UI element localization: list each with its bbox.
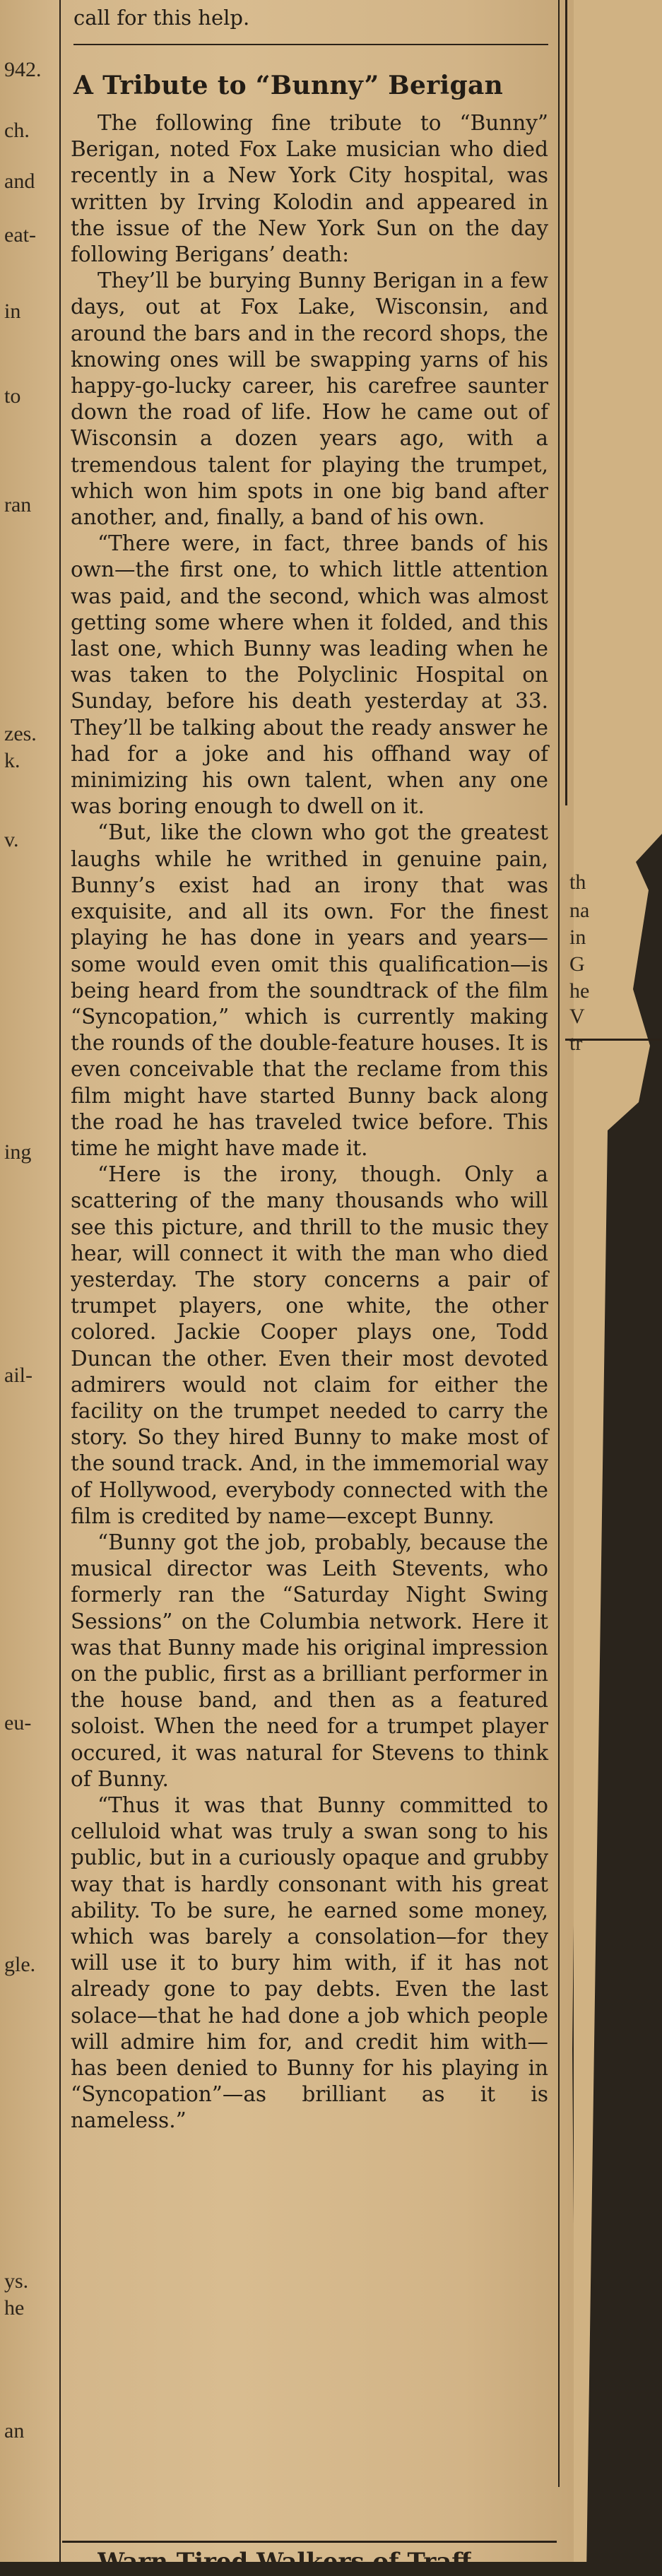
article-headline: A Tribute to “Bunny” Berigan bbox=[73, 71, 504, 100]
torn-edge bbox=[0, 2562, 662, 2575]
column-rule-right bbox=[558, 0, 560, 2487]
right-column-fragment: he bbox=[569, 979, 590, 1003]
right-column-fragment: na bbox=[569, 899, 590, 922]
left-column-fragment: eu- bbox=[4, 1711, 32, 1735]
left-column-fragment: in bbox=[4, 300, 21, 323]
left-column-fragment: ys. bbox=[4, 2269, 29, 2293]
adjacent-column-paper bbox=[565, 0, 662, 2575]
left-column-fragment: he bbox=[4, 2296, 25, 2320]
article-end-rule bbox=[62, 2541, 557, 2543]
left-column-fragment: ran bbox=[4, 493, 32, 516]
left-column-fragment: ing bbox=[4, 1140, 32, 1164]
left-column-fragment: v. bbox=[4, 828, 19, 851]
left-column-fragment: zes. bbox=[4, 722, 37, 745]
left-column-fragment: ch. bbox=[4, 119, 30, 142]
article-paragraph: “Here is the irony, though. Only a scattering of the many thousands who will see this picture, and thrill to the music they hear, will connect it with the man who died yesterday. The story concerns a pair of trumpet players, one white, the other colored. Jackie Cooper plays one, Todd Duncan the other. Even their most devoted admirers would not claim for either the facility on the trumpet needed to carry the story. So they hired Bunny to make most of the sound track. And, in the immemorial way of Hollywood, everybody connected with the film is credited by name—except Bunny. bbox=[71, 1162, 548, 1528]
right-column-fragment: in bbox=[569, 926, 586, 949]
left-column-fragment: and bbox=[4, 170, 35, 193]
right-column-fragment: th bbox=[569, 870, 586, 894]
right-column-fragment: tr bbox=[569, 1032, 583, 1055]
column-rule-left bbox=[59, 0, 61, 2575]
article-paragraph: “There were, in fact, three bands of his own—the first one, to which little attention was paid, and the second, which was almost getting some where when it folded, and this last one, which Bunny was leading when he was taken to the Polyclinic Hospital on Sunday, before his death yesterday at 33. They’ll be talking about the ready answer he had for a joke and his offhand way of minimizing his own talent, when any one was boring enough to dwell on it. bbox=[71, 531, 548, 819]
article-paragraph: They’ll be burying Bunny Berigan in a few days, out at Fox Lake, Wisconsin, and around the bars and in the record shops, the knowing ones will be swapping yarns of his happy-go-lucky career, his carefree saunter down the road of life. How he came out of Wisconsin a dozen years ago, with a tremendous talent for playing the trumpet, which won him spots in one big band after another, and, finally, a band of his own. bbox=[71, 268, 548, 530]
right-column-fragment: V bbox=[569, 1005, 585, 1028]
article-paragraph: The following fine tribute to “Bunny” Berigan, noted Fox Lake musician who died recently in a New York City hospital, was written by Irving Kolodin and appeared in the issue of the New York Sun on the day following Berigans’ death: bbox=[71, 111, 548, 267]
left-column-fragment: k. bbox=[4, 749, 20, 772]
article-paragraph: “But, like the clown who got the greatest laughs while he writhed in genuine pain, Bunny’s exist had an irony that was exquisite, and all its own. For the finest playing he has done in years and years—some would even omit this qualification—is being heard from the soundtrack of the film “Syncopation,” which is currently making the rounds of the double-feature houses. It is even conceivable that the reclame from this film might have started Bunny back along the road he has traveled twice before. This time he might have made it. bbox=[71, 820, 548, 1160]
left-column-fragment: 942. bbox=[4, 58, 42, 81]
left-column-fragment: an bbox=[4, 2419, 25, 2442]
left-column-fragment: eat- bbox=[4, 223, 36, 247]
article-paragraph: “Bunny got the job, probably, because the musical director was Leith Stevents, who formerly ran the “Saturday Night Swing Sessions” on the Columbia network. Here it was that Bunny made his original impression on the public, first as a brilliant performer in the house band, and then as a featured soloist. When the need for a trumpet player occured, it was natural for Stevens to think of Bunny. bbox=[71, 1530, 548, 1791]
column-rule-right-outer bbox=[565, 0, 567, 805]
left-column-fragment: to bbox=[4, 384, 21, 408]
right-column-fragment: G bbox=[569, 952, 585, 976]
previous-article-last-line: call for this help. bbox=[73, 6, 548, 45]
article-paragraph: “Thus it was that Bunny committed to celluloid what was truly a swan song to his public, but in a curiously opaque and grubby way that is hardly consonant with his great ability. To be sure, he earned some money, which was barely a consolation—for they will use it to bury him with, if it has not already gone to pay debts. Even the last solace—that he had done a job which people will admire him for, and credit him with—has been denied to Bunny for his playing in “Syncopation”—as brilliant as it is nameless.” bbox=[71, 1793, 548, 2133]
left-column-fragment: ail- bbox=[4, 1364, 32, 1387]
article bbox=[71, 6, 548, 2134]
left-column-fragment: gle. bbox=[4, 1953, 36, 1976]
